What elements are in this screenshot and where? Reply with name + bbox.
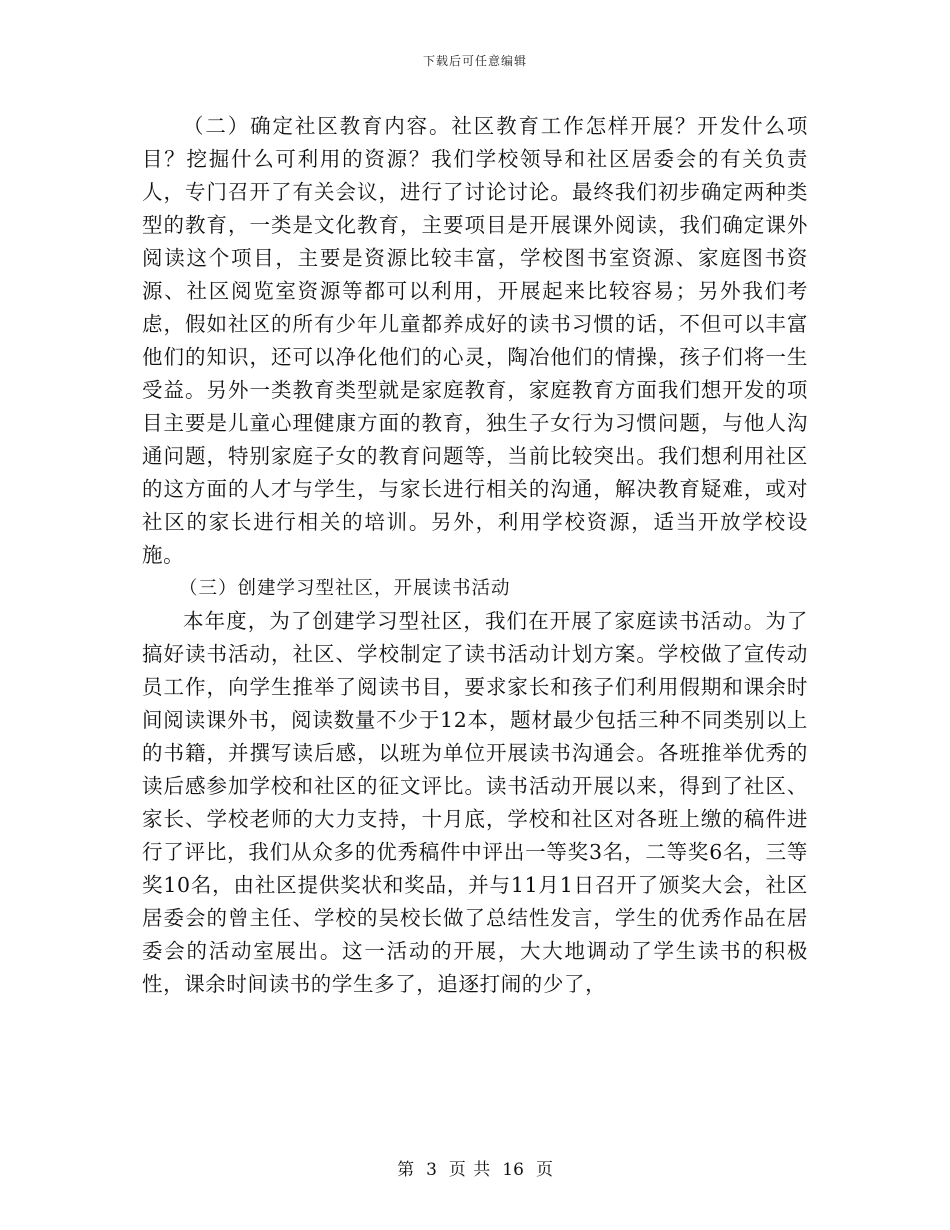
footer-suffix: 页 (535, 1160, 553, 1180)
section-heading-reading-activity: （三）创建学习型社区，开展读书活动 (179, 578, 511, 599)
document-body (142, 110, 808, 1001)
footer-middle: 页 共 (448, 1160, 491, 1180)
paragraph-reading-activity: 本年度，为了创建学习型社区，我们在开展了家庭读书活动。为了搞好读书活动，社区、学校制定了读书活动计划方案。学校做了宣传动员工作，向学生推举了阅读书目，要求家长和孩子们利用假期和课余时间阅读课外书，阅读数量不少于12本，题材最少包括三种不同类别以上的书籍，并撰写读后感，以班为单位开展读书沟通会。各班推举优秀的读后感参加学校和社区的征文评比。读书活动开展以来，得到了社区、家长、学校老师的大力支持，十月底，学校和社区对各班上缴的稿件进行了评比，我们从众多的优秀稿件中评出一等奖3名，二等奖6名，三等奖10名，由社区提供奖状和奖品，并与11月1日召开了颁奖大会，社区居委会的曾主任、学校的吴校长做了总结性发言，学生的优秀作品在居委会的活动室展出。这一活动的开展，大大地调动了学生读书的积极性，课余时间读书的学生多了，追逐打闹的少了， (142, 609, 808, 996)
footer-prefix: 第 (397, 1160, 415, 1180)
footer-page-number: 3 (426, 1160, 437, 1180)
paragraph-education-content: （二）确定社区教育内容。社区教育工作怎样开展？开发什么项目？挖掘什么可利用的资源？我们学校领导和社区居委会的有关负责人，专门召开了有关会议，进行了讨论讨论。最终我们初步确定两种类型的教育，一类是文化教育，主要项目是开展课外阅读，我们确定课外阅读这个项目，主要是资源比较丰富，学校图书室资源、家庭图书资源、社区阅览室资源等都可以利用，开展起来比较容易；另外我们考虑，假如社区的所有少年儿童都养成好的读书习惯的话，不但可以丰富他们的知识，还可以净化他们的心灵，陶冶他们的情操，孩子们将一生受益。另外一类教育类型就是家庭教育，家庭教育方面我们想开发的项目主要是儿童心理健康方面的教育，独生子女行为习惯问题，与他人沟通问题，特别家庭子女的教育问题等，当前比较突出。我们想利用社区的这方面的人才与学生，与家长进行相关的沟通，解决教育疑难，或对社区的家长进行相关的培训。另外，利用学校资源，适当开放学校设施。 (142, 114, 808, 567)
page-header: 下载后可任意编辑 (422, 54, 527, 68)
page-footer (0, 1155, 950, 1180)
footer-total-pages: 16 (502, 1160, 524, 1180)
